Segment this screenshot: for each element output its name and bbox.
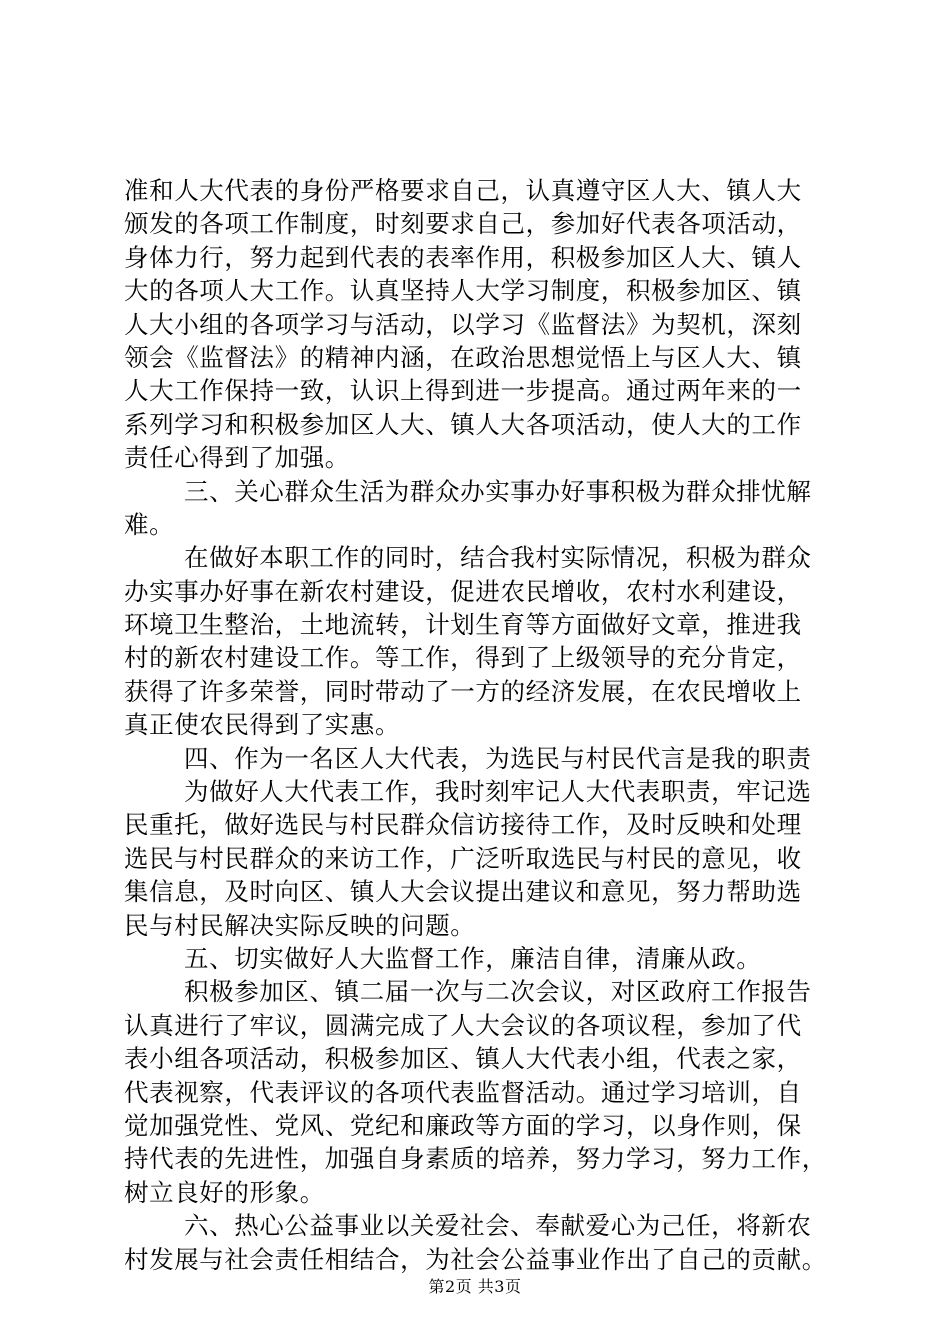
text-line: 三、关心群众生活为群众办实事办好事积极为群众排忧解 — [184, 476, 812, 506]
text-line: 表小组各项活动，积极参加区、镇人大代表小组，代表之家， — [124, 1044, 802, 1074]
text-line: 村的新农村建设工作。等工作，得到了上级领导的充分肯定， — [124, 643, 802, 673]
text-line: 办实事办好事在新农村建设，促进农民增收，农村水利建设， — [124, 576, 802, 606]
text-line: 六、热心公益事业以关爱社会、奉献爱心为己任，将新农 — [184, 1211, 812, 1241]
text-line: 为做好人大代表工作，我时刻牢记人大代表职责，牢记选 — [184, 777, 812, 807]
text-line: 难。 — [124, 509, 175, 539]
text-line: 树立良好的形象。 — [124, 1177, 325, 1207]
text-line: 觉加强党性、党风、党纪和廉政等方面的学习，以身作则，保 — [124, 1110, 802, 1140]
text-line: 选民与村民群众的来访工作，广泛听取选民与村民的意见，收 — [124, 843, 802, 873]
text-line: 民重托，做好选民与村民群众信访接待工作，及时反映和处理 — [124, 810, 802, 840]
text-line: 民与村民解决实际反映的问题。 — [124, 910, 476, 940]
text-line: 身体力行，努力起到代表的表率作用，积极参加区人大、镇人 — [124, 242, 802, 272]
text-line: 四、作为一名区人大代表，为选民与村民代言是我的职责 — [184, 743, 812, 773]
text-line: 领会《监督法》的精神内涵，在政治思想觉悟上与区人大、镇 — [124, 342, 802, 372]
text-line: 五、切实做好人大监督工作，廉洁自律，清廉从政。 — [184, 943, 762, 973]
text-line: 环境卫生整治，土地流转，计划生育等方面做好文章，推进我 — [124, 610, 802, 640]
text-line: 认真进行了牢议，圆满完成了人大会议的各项议程，参加了代 — [124, 1010, 802, 1040]
text-line: 准和人大代表的身份严格要求自己，认真遵守区人大、镇人大 — [124, 176, 802, 205]
text-line: 系列学习和积极参加区人大、镇人大各项活动，使人大的工作 — [124, 409, 802, 439]
text-line: 在做好本职工作的同时，结合我村实际情况，积极为群众 — [184, 543, 812, 573]
text-line: 获得了许多荣誉，同时带动了一方的经济发展，在农民增收上 — [124, 676, 802, 706]
text-line: 积极参加区、镇二届一次与二次会议，对区政府工作报告 — [184, 977, 812, 1007]
page-footer: 第2页 共3页 — [428, 1277, 522, 1296]
text-line: 颁发的各项工作制度，时刻要求自己，参加好代表各项活动， — [124, 209, 802, 239]
document-body — [124, 174, 834, 1276]
text-line: 持代表的先进性，加强自身素质的培养，努力学习，努力工作， — [124, 1144, 827, 1174]
text-line: 村发展与社会责任相结合，为社会公益事业作出了自己的贡献。 — [124, 1244, 827, 1274]
text-line: 真正使农民得到了实惠。 — [124, 710, 401, 740]
text-line: 大的各项人大工作。认真坚持人大学习制度，积极参加区、镇 — [124, 276, 802, 306]
text-line: 责任心得到了加强。 — [124, 443, 350, 473]
text-line: 集信息，及时向区、镇人大会议提出建议和意见，努力帮助选 — [124, 877, 802, 907]
text-line: 人大工作保持一致，认识上得到进一步提高。通过两年来的一 — [124, 376, 802, 406]
text-line: 人大小组的各项学习与活动，以学习《监督法》为契机，深刻 — [124, 309, 802, 339]
text-line: 代表视察，代表评议的各项代表监督活动。通过学习培训，自 — [124, 1077, 802, 1107]
